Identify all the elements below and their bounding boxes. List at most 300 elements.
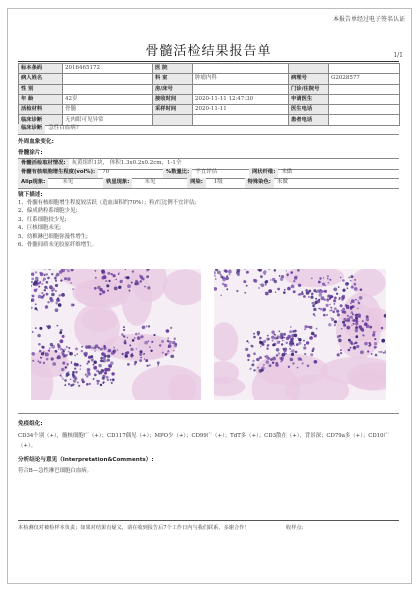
info-label: 年 龄 xyxy=(19,94,63,104)
stained-cell xyxy=(134,337,136,339)
stained-cell xyxy=(342,308,345,311)
stained-cell xyxy=(330,307,332,309)
stained-cell xyxy=(264,273,266,275)
stained-cell xyxy=(46,293,49,296)
reticulin-label: 网染: xyxy=(187,178,206,188)
stained-cell xyxy=(91,358,94,361)
stained-cell xyxy=(290,272,292,274)
stained-cell xyxy=(366,318,369,321)
stained-cell xyxy=(252,360,254,362)
clinical-diagnosis-value: 急性白血病? xyxy=(48,125,79,131)
stained-cell xyxy=(295,351,298,354)
stained-cell xyxy=(64,379,67,382)
stained-cell xyxy=(322,283,325,286)
stained-cell xyxy=(87,368,91,372)
stained-cell xyxy=(50,297,52,299)
stained-cell xyxy=(264,356,266,358)
stained-cell xyxy=(276,354,278,356)
stained-cell xyxy=(121,353,123,355)
stained-cell xyxy=(291,349,295,353)
stained-cell xyxy=(361,329,364,332)
stained-cell xyxy=(86,383,89,386)
stained-cell xyxy=(149,364,151,366)
info-label: 医生电话 xyxy=(289,105,329,115)
stained-cell xyxy=(89,383,91,385)
stained-cell xyxy=(68,347,70,349)
stained-cell xyxy=(270,358,273,361)
stained-cell xyxy=(80,368,82,370)
stained-cell xyxy=(282,340,284,342)
info-label: 房/床号 xyxy=(153,84,193,94)
stained-cell xyxy=(60,339,64,343)
stained-cell xyxy=(355,318,358,321)
stained-cell xyxy=(355,322,358,325)
stained-cell xyxy=(140,335,143,338)
info-label: 病理号 xyxy=(289,74,329,84)
stained-cell xyxy=(351,342,354,345)
info-label: 临床诊断 xyxy=(19,115,63,125)
stained-cell xyxy=(69,353,71,355)
stained-cell xyxy=(35,271,37,273)
stained-cell xyxy=(118,272,120,274)
stained-cell xyxy=(272,339,274,341)
stained-cell xyxy=(55,308,59,312)
stained-cell xyxy=(139,359,142,362)
stained-cell xyxy=(31,273,34,276)
stained-cell xyxy=(272,344,275,347)
stained-cell xyxy=(247,354,251,358)
stained-cell xyxy=(100,348,103,351)
info-value: 肿瘤内科 xyxy=(193,74,289,84)
fiber-value: 未做 xyxy=(281,169,293,175)
stained-cell xyxy=(330,295,333,298)
stained-cell xyxy=(381,327,384,330)
stained-cell xyxy=(81,346,83,348)
stained-cell xyxy=(350,306,353,309)
stained-cell xyxy=(333,299,336,302)
stained-cell xyxy=(342,321,345,324)
alip-row xyxy=(18,178,399,189)
stained-cell xyxy=(347,283,349,285)
stained-cell xyxy=(293,280,295,282)
stained-cell xyxy=(139,275,141,277)
stained-cell xyxy=(41,346,44,349)
stained-cell xyxy=(320,308,323,311)
stained-cell xyxy=(100,289,101,290)
stained-cell xyxy=(228,270,232,274)
material-value: 灰黄组织1块， 体积1.3x0.2x0.2cm，1-1全 xyxy=(71,160,182,166)
stained-cell xyxy=(94,361,97,364)
stained-cell xyxy=(40,357,42,359)
stained-cell xyxy=(100,357,103,360)
stained-cell xyxy=(51,357,54,360)
stained-cell xyxy=(332,311,335,314)
stained-cell xyxy=(356,345,359,348)
stained-cell xyxy=(267,345,269,347)
stained-cell xyxy=(43,278,46,281)
stained-cell xyxy=(358,325,362,329)
stained-cell xyxy=(371,353,373,355)
stained-cell xyxy=(124,341,127,344)
stained-cell xyxy=(225,270,228,273)
stained-cell xyxy=(95,277,97,279)
stained-cell xyxy=(61,293,65,297)
info-label: 标本条码 xyxy=(19,64,63,74)
stained-cell xyxy=(378,351,380,353)
stained-cell xyxy=(95,344,99,348)
stained-cell xyxy=(342,279,345,282)
stained-cell xyxy=(288,366,290,368)
stained-cell xyxy=(93,364,95,366)
stained-cell xyxy=(329,279,331,281)
stained-cell xyxy=(324,290,327,293)
info-row xyxy=(19,94,400,104)
stained-cell xyxy=(266,360,270,364)
stained-cell xyxy=(171,355,175,359)
clinical-diagnosis-row xyxy=(18,124,399,135)
stained-cell xyxy=(351,311,354,314)
stained-cell xyxy=(146,275,149,278)
info-row xyxy=(19,64,400,74)
stained-cell xyxy=(102,382,104,384)
stained-cell xyxy=(59,294,61,296)
microscope-line: 6、骨髓间质未见胶原纤维增生。 xyxy=(18,242,97,249)
stained-cell xyxy=(291,285,295,289)
interpretation-text: 符合B—急性淋巴细胞白血病。 xyxy=(18,468,93,474)
matrix-region xyxy=(81,308,117,331)
stained-cell xyxy=(302,362,304,364)
stained-cell xyxy=(88,345,92,349)
stained-cell xyxy=(338,286,340,288)
stained-cell xyxy=(292,330,295,333)
stained-cell xyxy=(289,341,292,344)
stained-cell xyxy=(352,318,353,319)
stained-cell xyxy=(107,290,109,292)
stained-cell xyxy=(220,295,222,297)
stained-cell xyxy=(55,302,58,305)
stained-cell xyxy=(131,357,133,359)
stained-cell xyxy=(90,355,93,358)
percent-ratio-value: 不宜评估 xyxy=(195,169,218,175)
e-signature-note: 本报告单经过电子签名认证 xyxy=(332,16,405,23)
stained-cell xyxy=(265,284,267,286)
stained-cell xyxy=(31,281,33,283)
stained-cell xyxy=(75,348,78,351)
stained-cell xyxy=(357,313,361,317)
stained-cell xyxy=(142,326,146,330)
stained-cell xyxy=(98,371,100,373)
stained-cell xyxy=(57,343,60,346)
stained-cell xyxy=(134,363,136,365)
stained-cell xyxy=(60,329,63,332)
stained-cell xyxy=(360,288,363,291)
stained-cell xyxy=(93,378,95,380)
stained-cell xyxy=(336,310,339,313)
stained-cell xyxy=(304,353,306,355)
stained-cell xyxy=(97,382,100,385)
stained-cell xyxy=(312,349,314,351)
stained-cell xyxy=(253,336,256,339)
stained-cell xyxy=(102,290,105,293)
stained-cell xyxy=(271,331,274,334)
stained-cell xyxy=(67,277,71,281)
stained-cell xyxy=(270,279,272,281)
stained-cell xyxy=(283,291,286,294)
stained-cell xyxy=(71,361,73,363)
footer-disclaimer: 本检测仅对被检样本负责；如果对结果有疑义，请在收到报告后7个工作日内与我们联系，多谢合作！ xyxy=(18,525,250,531)
stained-cell xyxy=(350,302,352,304)
stained-cell xyxy=(146,325,148,327)
stained-cell xyxy=(359,296,363,300)
microscope-title: 镜下描述: xyxy=(18,192,43,198)
stained-cell xyxy=(253,279,256,282)
stained-cell xyxy=(130,354,133,357)
stained-cell xyxy=(364,342,368,346)
stained-cell xyxy=(123,335,125,337)
stained-cell xyxy=(275,292,276,293)
stained-cell xyxy=(38,361,40,363)
stained-cell xyxy=(315,298,317,300)
stained-cell xyxy=(259,341,262,344)
stained-cell xyxy=(55,280,57,282)
info-value xyxy=(329,84,400,94)
stained-cell xyxy=(88,362,89,363)
info-row xyxy=(19,74,400,84)
stained-cell xyxy=(346,326,350,330)
info-value xyxy=(329,94,400,104)
stained-cell xyxy=(157,364,159,366)
info-value xyxy=(193,64,289,74)
stained-cell xyxy=(106,376,109,379)
stained-cell xyxy=(311,277,313,279)
stained-cell xyxy=(102,377,105,380)
stained-cell xyxy=(62,378,64,380)
stained-cell xyxy=(50,343,53,346)
stained-cell xyxy=(262,343,265,346)
stained-cell xyxy=(286,270,287,271)
stained-cell xyxy=(236,290,238,292)
stained-cell xyxy=(313,305,314,306)
stained-cell xyxy=(334,303,336,305)
stained-cell xyxy=(98,364,101,367)
stained-cell xyxy=(113,274,116,277)
stained-cell xyxy=(125,276,127,278)
stained-cell xyxy=(76,363,78,365)
stained-cell xyxy=(138,333,140,335)
stained-cell xyxy=(151,341,153,343)
stained-cell xyxy=(343,324,346,327)
stained-cell xyxy=(314,315,316,317)
stained-cell xyxy=(129,344,131,346)
stained-cell xyxy=(373,331,376,334)
stained-cell xyxy=(327,295,330,298)
stained-cell xyxy=(123,329,125,331)
stained-cell xyxy=(94,287,97,290)
stained-cell xyxy=(281,344,283,346)
stained-cell xyxy=(148,325,150,327)
stained-cell xyxy=(374,338,376,340)
title-divider xyxy=(18,61,399,62)
stained-cell xyxy=(245,348,248,351)
stained-cell xyxy=(282,337,284,339)
info-label: 门诊/住院号 xyxy=(289,84,329,94)
stained-cell xyxy=(76,353,78,355)
stained-cell xyxy=(93,366,97,370)
stained-cell xyxy=(269,364,272,367)
marrow-smear-label: 骨髓涂片: xyxy=(18,150,43,156)
stained-cell xyxy=(103,275,107,279)
immuno-divider xyxy=(18,413,399,414)
matrix-region xyxy=(351,269,385,297)
interpretation-title: 分析结论与意见（Interpretation&Comments）: xyxy=(18,457,154,463)
stained-cell xyxy=(298,338,301,341)
stained-cell xyxy=(321,296,325,300)
stained-cell xyxy=(259,356,262,359)
info-value xyxy=(63,74,153,84)
stained-cell xyxy=(244,292,246,294)
stained-cell xyxy=(334,320,337,323)
stained-cell xyxy=(367,350,369,352)
stained-cell xyxy=(55,284,58,287)
stained-cell xyxy=(162,352,164,354)
info-label: 采样时间 xyxy=(153,105,193,115)
stained-cell xyxy=(87,372,90,375)
stained-cell xyxy=(243,280,246,283)
info-label: 医 院 xyxy=(153,64,193,74)
stained-cell xyxy=(278,352,280,354)
percent-ratio-label: %数量比: xyxy=(163,168,192,178)
stained-cell xyxy=(246,271,249,274)
stained-cell xyxy=(275,362,278,365)
stained-cell xyxy=(261,366,264,369)
stained-cell xyxy=(62,362,65,365)
stained-cell xyxy=(304,344,306,346)
special-stain-value: 未做 xyxy=(276,179,288,185)
stained-cell xyxy=(170,327,172,329)
stained-cell xyxy=(31,307,32,308)
stained-cell xyxy=(279,341,281,343)
stained-cell xyxy=(310,353,313,356)
stained-cell xyxy=(57,297,59,299)
info-value: 骨髓 xyxy=(63,105,153,115)
stained-cell xyxy=(144,358,146,360)
stained-cell xyxy=(32,360,34,362)
stained-cell xyxy=(80,365,82,367)
stained-cell xyxy=(159,344,162,347)
stained-cell xyxy=(286,342,289,345)
stained-cell xyxy=(70,282,71,283)
stained-cell xyxy=(355,315,357,317)
stained-cell xyxy=(263,340,266,343)
received-point-label: 收样点: xyxy=(286,525,304,531)
stained-cell xyxy=(36,309,38,311)
stained-cell xyxy=(127,337,129,339)
stained-cell xyxy=(283,333,286,336)
stained-cell xyxy=(31,352,35,356)
stained-cell xyxy=(67,363,69,365)
stained-cell xyxy=(32,295,35,298)
stained-cell xyxy=(46,358,49,361)
stained-cell xyxy=(298,357,302,361)
stained-cell xyxy=(327,275,329,277)
stained-cell xyxy=(105,280,107,282)
stained-cell xyxy=(362,320,364,322)
stained-cell xyxy=(153,334,155,336)
stained-cell xyxy=(130,348,133,351)
stained-cell xyxy=(84,354,87,357)
info-label: 接收时间 xyxy=(153,94,193,104)
stained-cell xyxy=(222,283,225,286)
stained-cell xyxy=(118,286,121,289)
stained-cell xyxy=(326,304,329,307)
stained-cell xyxy=(315,291,317,293)
stained-cell xyxy=(215,278,217,280)
stained-cell xyxy=(303,340,305,342)
stained-cell xyxy=(354,283,357,286)
stained-cell xyxy=(39,281,41,283)
stained-cell xyxy=(347,287,349,289)
stained-cell xyxy=(276,348,280,352)
info-label xyxy=(289,64,329,74)
stained-cell xyxy=(354,279,356,281)
stained-cell xyxy=(68,371,70,373)
stained-cell xyxy=(347,315,349,317)
stained-cell xyxy=(355,326,358,329)
stained-cell xyxy=(334,288,336,290)
stained-cell xyxy=(110,379,112,381)
stained-cell xyxy=(306,341,309,344)
stained-cell xyxy=(173,350,175,352)
stained-cell xyxy=(102,360,104,362)
stained-cell xyxy=(294,276,297,279)
stained-cell xyxy=(236,271,240,275)
stained-cell xyxy=(167,350,169,352)
stained-cell xyxy=(100,384,102,386)
stained-cell xyxy=(331,318,334,321)
stained-cell xyxy=(121,333,123,335)
stained-cell xyxy=(60,375,62,377)
stained-cell xyxy=(72,371,75,374)
stained-cell xyxy=(65,366,67,368)
info-value xyxy=(329,105,400,115)
stained-cell xyxy=(355,329,359,333)
stained-cell xyxy=(304,328,306,330)
stained-cell xyxy=(102,353,106,357)
stained-cell xyxy=(330,317,331,318)
stained-cell xyxy=(35,277,38,280)
stained-cell xyxy=(100,371,102,373)
stained-cell xyxy=(225,277,229,281)
stained-cell xyxy=(129,290,131,292)
stained-cell xyxy=(311,293,313,295)
stained-cell xyxy=(340,352,342,354)
stained-cell xyxy=(103,345,106,348)
stained-cell xyxy=(77,382,79,384)
stained-cell xyxy=(68,383,70,385)
stained-cell xyxy=(341,310,343,312)
info-label: 性 别 xyxy=(19,84,63,94)
stained-cell xyxy=(74,355,76,357)
stained-cell xyxy=(74,368,76,370)
stained-cell xyxy=(310,296,313,299)
stained-cell xyxy=(317,300,321,304)
stained-cell xyxy=(351,325,352,326)
alip-value: 未见 xyxy=(62,179,74,185)
stained-cell xyxy=(49,347,51,349)
immuno-title: 免疫组化: xyxy=(18,421,43,427)
stained-cell xyxy=(347,318,350,321)
stained-cell xyxy=(85,374,87,376)
